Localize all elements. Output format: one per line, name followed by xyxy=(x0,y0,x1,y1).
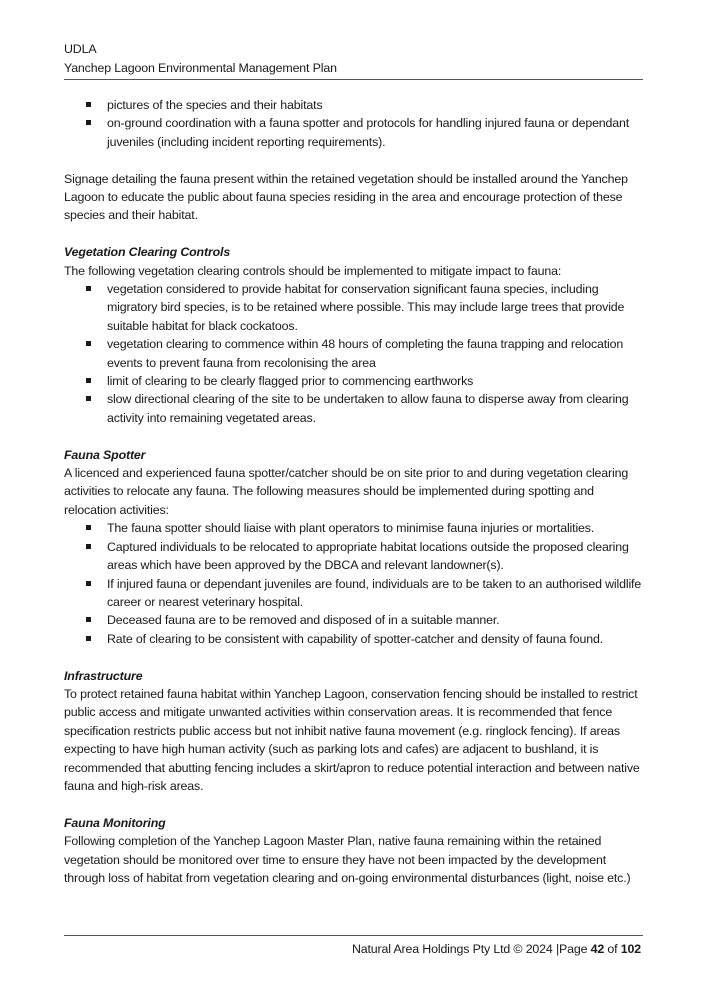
intro-bullet-list xyxy=(64,96,646,151)
list-item: on-ground coordination with a fauna spotter and protocols for handling injured fauna or dependant juveniles (including incident reporting requirements). xyxy=(64,114,646,151)
signage-paragraph: Signage detailing the fauna present within the retained vegetation should be installed around the Yanchep Lagoon to educate the public about fauna species residing in the area and encourage protection of these species and their habitat. xyxy=(64,171,628,223)
list-item: Rate of clearing to be consistent with capability of spotter-catcher and density of fauna found. xyxy=(64,630,646,648)
fauna-monitoring-paragraph: Following completion of the Yanchep Lagoon Master Plan, native fauna remaining within the retained vegetation should be monitored over time to ensure they have not been impacted by the development through loss of habitat from vegetation clearing and on-going environmental disturbances (light, noise etc.) xyxy=(64,834,631,885)
fauna-spotter-intro: A licenced and experienced fauna spotter/catcher should be on site prior to and during vegetation clearing activities to relocate any fauna. The following measures should be implemented during spotting and relocation activities: xyxy=(64,466,629,517)
list-item: pictures of the species and their habitats xyxy=(64,96,646,114)
page-number: 42 xyxy=(590,942,605,956)
fauna-spotter-list xyxy=(64,519,646,648)
page-total: 102 xyxy=(620,942,641,956)
bullet-square-icon xyxy=(86,581,91,586)
header-org: UDLA xyxy=(64,42,97,56)
section-heading-vegetation-clearing: Vegetation Clearing Controls xyxy=(64,245,231,260)
list-item: vegetation considered to provide habitat for conservation significant fauna species, including migratory bird species, is to be retained where possible. This may include large trees that provide suitable habitat for black cockatoos. xyxy=(64,280,646,335)
section-heading-fauna-monitoring: Fauna Monitoring xyxy=(64,815,166,830)
list-item: If injured fauna or dependant juveniles are found, individuals are to be taken to an authorised wildlife career or nearest veterinary hospital. xyxy=(64,575,646,612)
list-item: The fauna spotter should liaise with plant operators to minimise fauna injuries or mortalities. xyxy=(64,519,646,537)
list-item: vegetation clearing to commence within 48 hours of completing the fauna trapping and relocation events to prevent fauna from recolonising the area xyxy=(64,335,646,372)
bullet-square-icon xyxy=(86,341,91,346)
list-item: slow directional clearing of the site to be undertaken to allow fauna to disperse away from clearing activity into remaining vegetated areas. xyxy=(64,390,646,427)
list-item: Deceased fauna are to be removed and disposed of in a suitable manner. xyxy=(64,611,646,629)
page-body xyxy=(64,96,646,887)
page-footer: Natural Area Holdings Pty Ltd © 2024 |Page 42 of 102 xyxy=(351,942,641,956)
list-item: Captured individuals to be relocated to appropriate habitat locations outside the proposed clearing areas which have been approved by the DBCA and relevant landowner(s). xyxy=(64,538,646,575)
bullet-square-icon xyxy=(86,617,91,622)
bullet-square-icon xyxy=(86,636,91,641)
footer-divider xyxy=(64,935,643,936)
bullet-square-icon xyxy=(86,544,91,549)
header-title: Yanchep Lagoon Environmental Management Plan xyxy=(64,61,337,75)
vegetation-clearing-intro: The following vegetation clearing controls should be implemented to mitigate impact to fauna: xyxy=(64,263,562,278)
bullet-square-icon xyxy=(86,102,91,107)
bullet-square-icon xyxy=(86,525,91,530)
bullet-square-icon xyxy=(86,378,91,383)
section-heading-fauna-spotter: Fauna Spotter xyxy=(64,447,146,462)
section-heading-infrastructure: Infrastructure xyxy=(64,668,143,683)
bullet-square-icon xyxy=(86,286,91,291)
footer-copyright: Natural Area Holdings Pty Ltd © 2024 |Page xyxy=(351,942,591,956)
list-item: limit of clearing to be clearly flagged prior to commencing earthworks xyxy=(64,372,646,390)
bullet-square-icon xyxy=(86,396,91,401)
infrastructure-paragraph: To protect retained fauna habitat within Yanchep Lagoon, conservation fencing should be installed to restrict public access and mitigate unwanted activities within conservation areas. It is recommended that fence specification restricts public access but not inhibit native fauna movement (e.g. ringlock fencing). If areas expecting to have high human activity (such as parking lots and cafes) are adjacent to bushland, it is recommended that abutting fencing includes a skirt/apron to reduce potential interaction and between native fauna and high-risk areas. xyxy=(64,686,640,793)
header-divider xyxy=(64,79,643,80)
page-header xyxy=(64,40,643,78)
vegetation-clearing-list xyxy=(64,280,646,427)
bullet-square-icon xyxy=(86,120,91,125)
